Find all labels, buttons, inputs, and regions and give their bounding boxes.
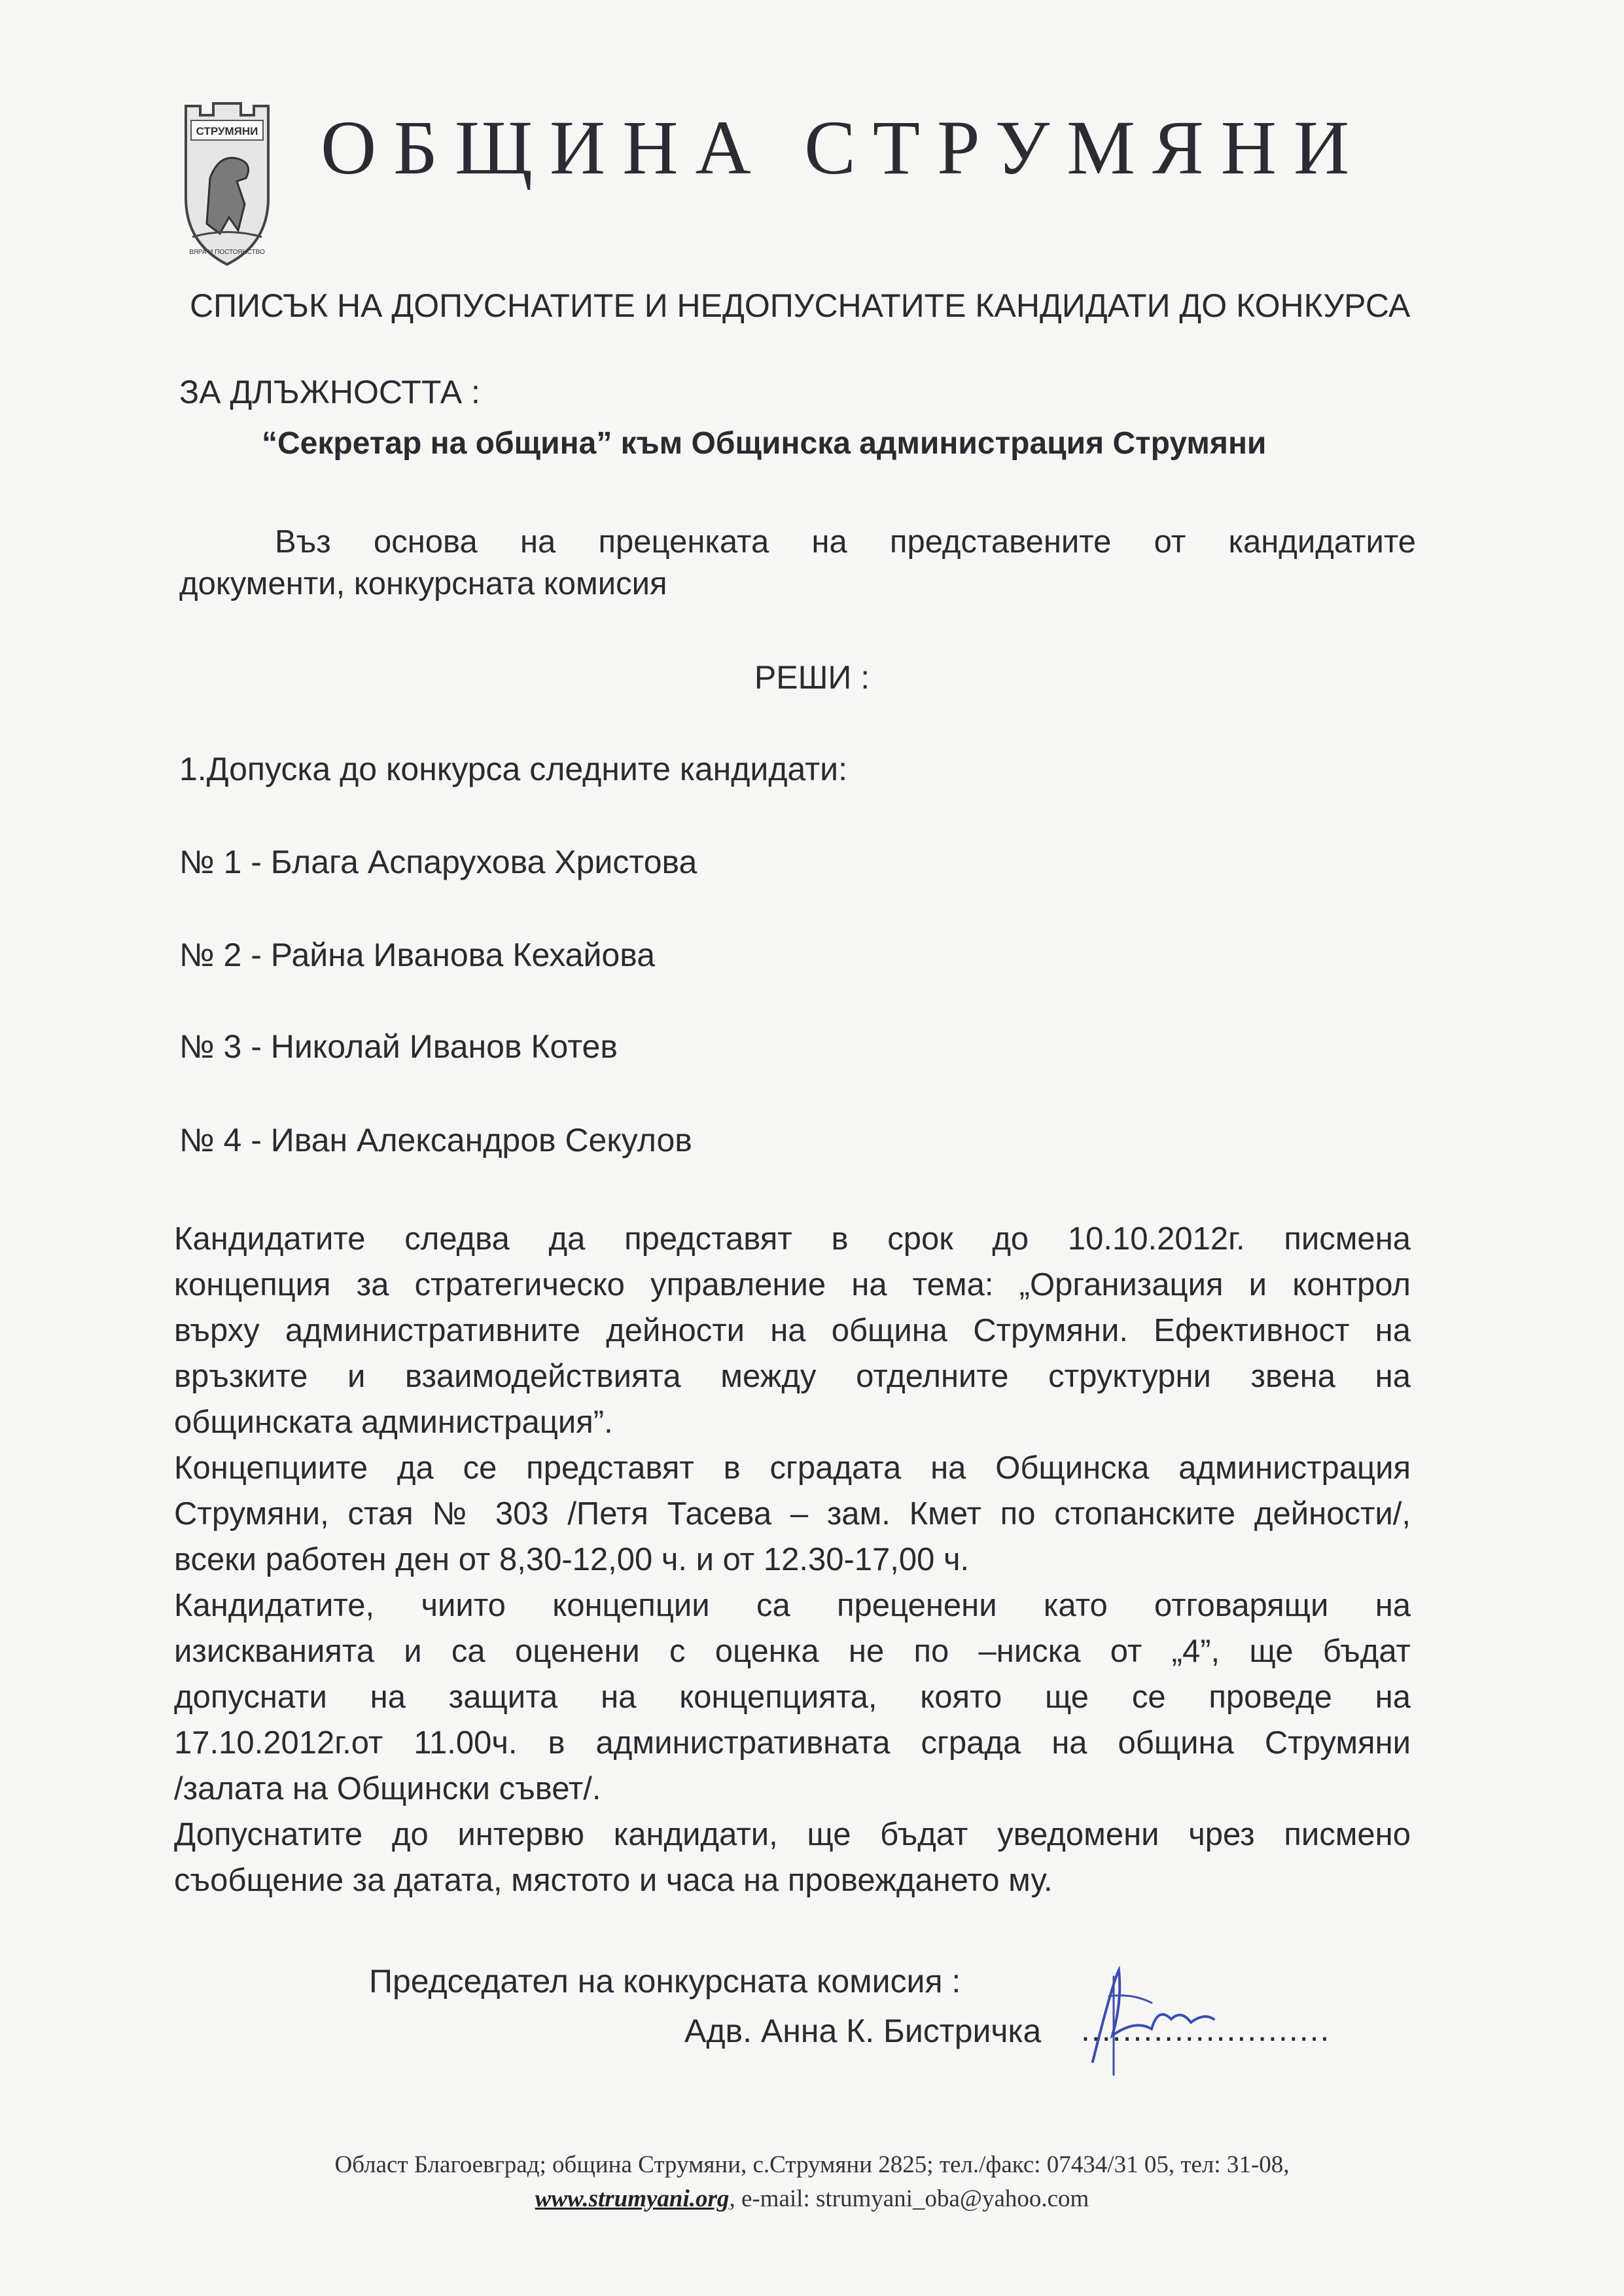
intro-paragraph (179, 521, 1416, 605)
candidate-item: № 2 - Райна Иванова Кехайова (179, 937, 656, 973)
body-line: Струмяни, стая № 303 /Петя Тасева – зам. Кмет по стопанските дейности/, (174, 1496, 1411, 1532)
body-line: връзките и взаимодействията между отделните структурни звена на (174, 1359, 1411, 1394)
body-line: всеки работен ден от 8,30-12,00 ч. и от 12.30-17,00 ч. (174, 1542, 970, 1577)
footer-email: , e-mail: strumyani_oba@yahoo.com (729, 2185, 1089, 2212)
body-paragraphs (174, 1216, 1411, 1903)
candidate-item: № 1 - Блага Аспарухова Христова (179, 844, 697, 880)
footer-contact (0, 2182, 1624, 2216)
municipality-title: ОБЩИНА СТРУМЯНИ (321, 105, 1367, 190)
body-line: Кандидатите, чиито концепции са преценени като отговарящи на (174, 1588, 1411, 1623)
body-line: Допуснатите до интервю кандидати, ще бъдат уведомени чрез писмено (174, 1817, 1411, 1852)
body-line: Концепциите да се представят в сградата на Общинска администрация (174, 1450, 1411, 1486)
body-line: съобщение за датата, мястото и часа на провеждането му. (174, 1863, 1053, 1898)
candidate-item: № 4 - Иван Александров Секулов (179, 1122, 692, 1158)
body-line: върху административните дейности на община Струмяни. Ефективност на (174, 1313, 1411, 1348)
document-title: СПИСЪК НА ДОПУСНАТИТЕ И НЕДОПУСНАТИТЕ КАНДИДАТИ ДО КОНКУРСА (190, 287, 1411, 324)
crest-text-bottom: ВЯРА И ПОСТОЯНСТВО (189, 249, 265, 256)
municipality-crest-icon (181, 99, 274, 267)
intro-line-1: Въз основа на преценката на представените от кандидатите (275, 524, 1416, 560)
decision-heading: РЕШИ : (754, 659, 870, 696)
candidate-item: № 3 - Николай Иванов Котев (179, 1028, 618, 1065)
body-line: Кандидатите следва да представят в срок до 10.10.2012г. писмена (174, 1221, 1411, 1257)
body-line: общинската администрация”. (174, 1405, 613, 1440)
admitted-heading: 1.Допуска до конкурса следните кандидати: (179, 751, 847, 787)
body-line: концепция за стратегическо управление на тема: „Организация и контрол (174, 1267, 1411, 1302)
footer-address: Област Благоевград; община Струмяни, с.Струмяни 2825; тел./факс: 07434/31 05, тел: 31-08, (334, 2151, 1290, 2178)
footer (0, 2148, 1624, 2216)
website-link[interactable]: www.strumyani.org (535, 2185, 730, 2212)
body-line: изискванията и са оценени с оценка не по –ниска от „4”, ще бъдат (174, 1634, 1411, 1669)
chair-label: Председател на конкурсната комисия : (369, 1963, 961, 2000)
crest-text-top: СТРУМЯНИ (196, 125, 258, 137)
position-name: “Секретар на община” към Общинска администрация Струмяни (262, 426, 1267, 461)
body-line: допуснати на защита на концепцията, която ще се проведе на (174, 1679, 1411, 1715)
intro-line-2: документи, конкурсната комисия (179, 566, 667, 601)
chair-name: Адв. Анна К. Бистричка (684, 2013, 1042, 2049)
body-line: /залата на Общински съвет/. (174, 1771, 601, 1806)
signature-dots: ........................ (1081, 2011, 1331, 2048)
body-line: 17.10.2012г.от 11.00ч. в административната сграда на община Струмяни (174, 1725, 1411, 1761)
position-label: ЗА ДЛЪЖНОСТТА : (179, 374, 480, 410)
handwritten-signature-icon (1073, 1957, 1237, 2081)
